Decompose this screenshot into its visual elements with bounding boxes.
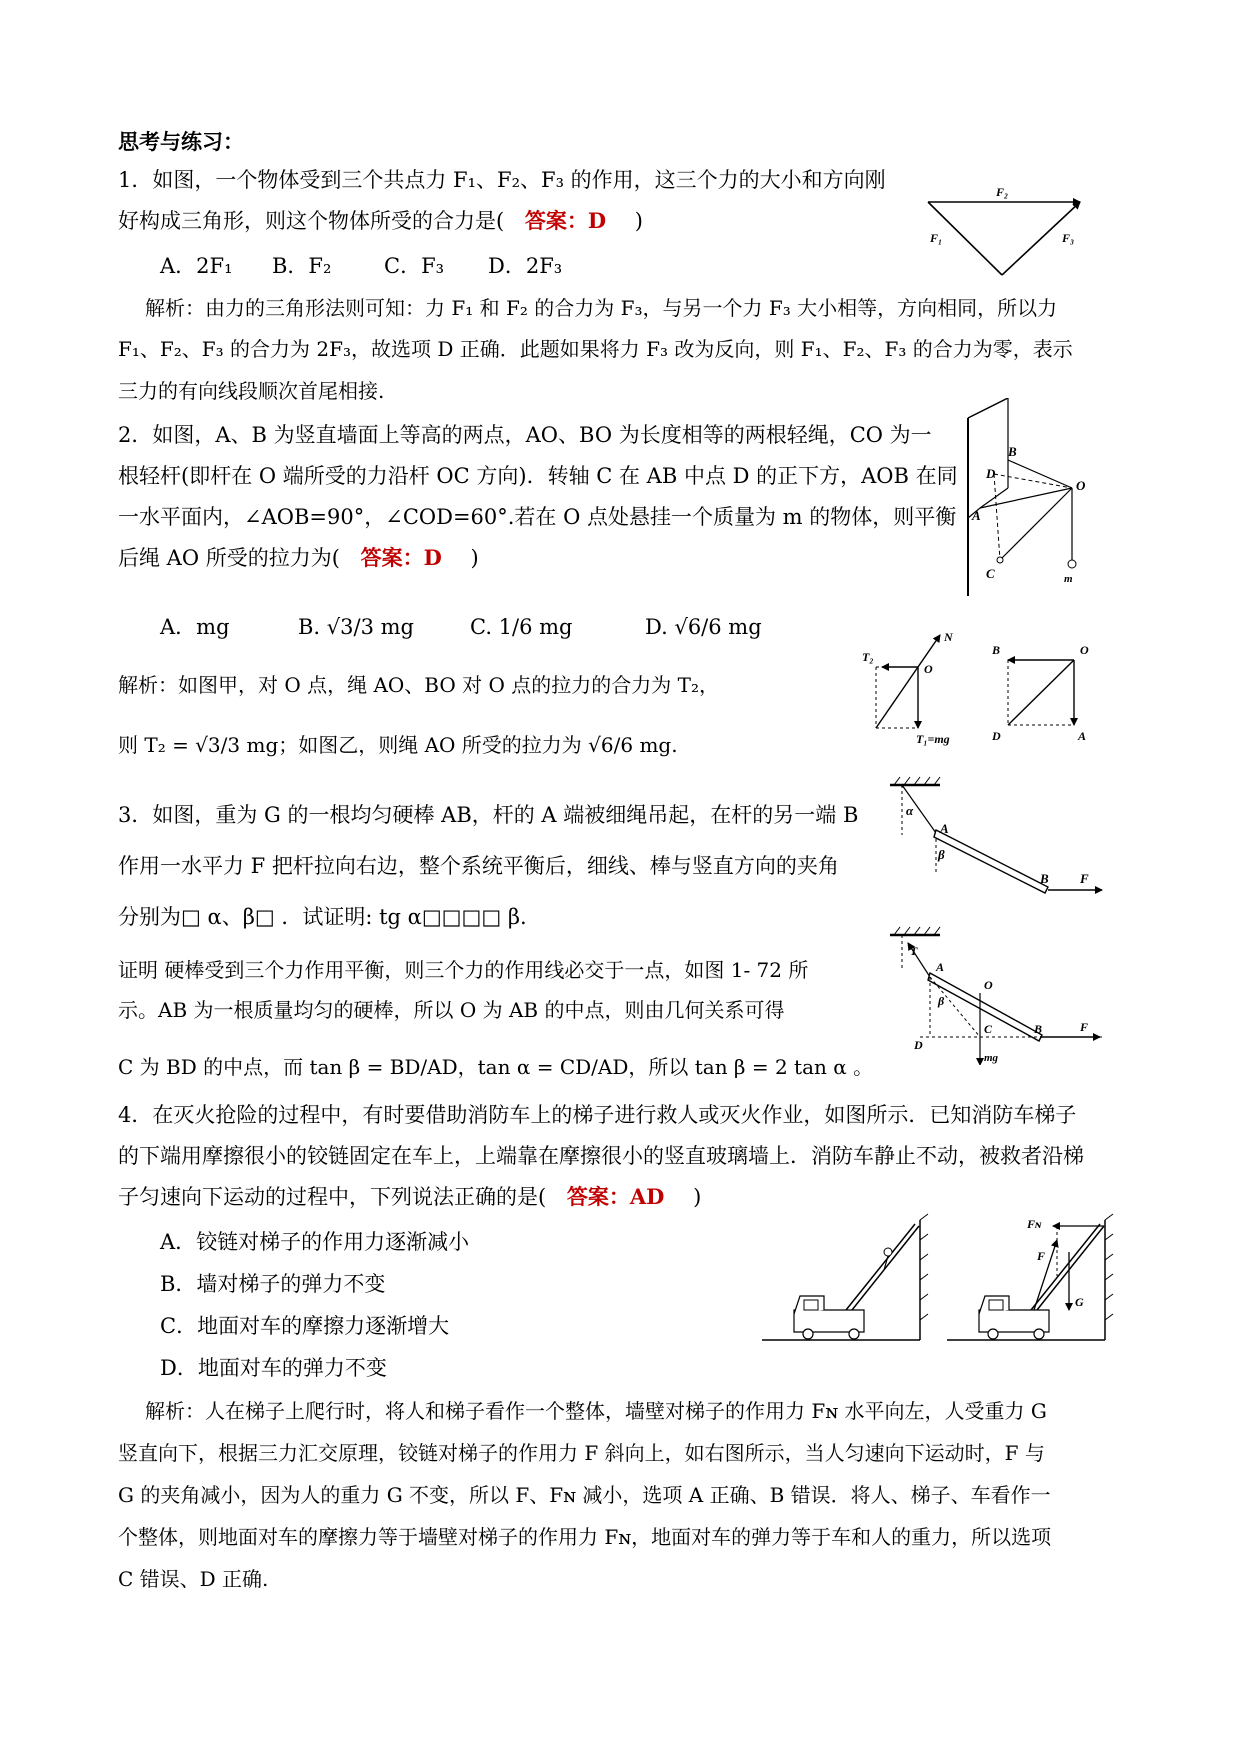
label-a-yi: A xyxy=(1078,729,1087,740)
q2-option-b: B. √3/3 mg xyxy=(298,615,414,639)
q1-analysis-3: 三力的有向线段顺次首尾相接. xyxy=(118,379,385,403)
q4-option-d: D．地面对车的弹力不变 xyxy=(160,1356,387,1380)
q4-analysis-2: 竖直向下，根据三力汇交原理，铰链对梯子的作用力 F 斜向上，如右图所示，当人匀速向下运动时，F 与 xyxy=(118,1441,1045,1465)
q1-line1: 1．如图，一个物体受到三个共点力 F₁、F₂、F₃ 的作用，这三个力的大小和方向刚 xyxy=(118,168,886,192)
label-c: C xyxy=(986,566,995,581)
q4-close: ) xyxy=(693,1185,702,1209)
q2-answer: 答案：D xyxy=(360,545,442,570)
f2-label: F₂ xyxy=(996,185,1009,199)
q3-rod-figure xyxy=(880,775,1120,905)
label-t: T xyxy=(910,944,918,958)
label-d-yi: D xyxy=(992,729,1001,740)
q2-line4 xyxy=(118,543,479,573)
q1-force-triangle-figure xyxy=(920,180,1090,280)
q4-analysis-5: C 错误、D 正确. xyxy=(118,1567,269,1591)
label-t1: T₁=mg xyxy=(916,732,950,746)
label-c2: C xyxy=(984,1022,993,1036)
q2-close: ) xyxy=(470,546,479,570)
q1-line2 xyxy=(118,206,643,236)
label-g: G xyxy=(1075,1295,1084,1309)
q3-proof-figure xyxy=(880,925,1120,1065)
label-o-yi: O xyxy=(1080,643,1089,657)
q2-analysis-1: 解析：如图甲，对 O 点，绳 AO、BO 对 O 点的拉力的合力为 T₂， xyxy=(118,673,719,697)
q3-line1: 3．如图，重为 G 的一根均匀硬棒 AB，杆的 A 端被细绳吊起，在杆的另一端 B xyxy=(118,803,859,827)
q1-option-a: A．2F₁ xyxy=(160,254,233,278)
label-beta: β xyxy=(938,847,945,862)
q2-wall-rope-figure xyxy=(960,398,1090,598)
q4-analysis-1: 解析：人在梯子上爬行时，将人和梯子看作一个整体，墙壁对梯子的作用力 Fɴ 水平向左，人受重力 G xyxy=(145,1399,1047,1423)
q1-analysis-2: F₁、F₂、F₃ 的合力为 2F₃，故选项 D 正确．此题如果将力 F₃ 改为反向，则 F₁、F₂、F₃ 的合力为零，表示 xyxy=(118,337,1073,361)
label-o-jia: O xyxy=(924,662,933,676)
q2-line2: 根轻杆(即杆在 O 端所受的力沿杆 OC 方向)．转轴 C 在 AB 中点 D 的正下方，AOB 在同 xyxy=(118,464,958,488)
q2-figure-yi xyxy=(988,640,1098,740)
label-n: N xyxy=(944,630,953,644)
q4-line1: 4．在灭火抢险的过程中，有时要借助消防车上的梯子进行救人或灭火作业，如图所示．已知消防车梯子 xyxy=(118,1103,1077,1127)
q2-stem: 后绳 AO 所受的拉力为( xyxy=(118,546,340,570)
q1-option-c: C．F₃ xyxy=(384,254,445,278)
q2-figure-jia xyxy=(840,625,960,750)
q1-close: ) xyxy=(634,209,643,233)
q4-force-analysis-figure xyxy=(945,1210,1115,1350)
label-alpha: α xyxy=(906,803,914,818)
label-fn: Fɴ xyxy=(1027,1217,1042,1231)
q4-option-c: C．地面对车的摩擦力逐渐增大 xyxy=(160,1314,450,1338)
q2-option-c: C. 1/6 mg xyxy=(470,615,573,639)
q1-stem: 好构成三角形，则这个物体所受的合力是( xyxy=(118,209,505,233)
q3-line2: 作用一水平力 F 把杆拉向右边，整个系统平衡后，细线、棒与竖直方向的夹角 xyxy=(118,854,839,878)
q3-proof-3: C 为 BD 的中点，而 tan β = BD/AD，tan α = CD/AD，所以 tan β = 2 tan α 。 xyxy=(118,1055,874,1079)
label-a2: A xyxy=(936,960,945,974)
q1-analysis-1: 解析：由力的三角形法则可知：力 F₁ 和 F₂ 的合力为 F₃，与另一个力 F₃ 大小相等，方向相同，所以力 xyxy=(145,296,1058,320)
q4-option-b: B．墙对梯子的弹力不变 xyxy=(160,1272,386,1296)
label-a: A xyxy=(940,821,949,836)
q4-answer: 答案：AD xyxy=(566,1184,665,1209)
q4-stem: 子匀速向下运动的过程中，下列说法正确的是( xyxy=(118,1185,547,1209)
q4-line2: 的下端用摩擦很小的铰链固定在车上，上端靠在摩擦很小的竖直玻璃墙上．消防车静止不动，被救者沿梯 xyxy=(118,1144,1084,1168)
label-f4: F xyxy=(1037,1249,1046,1263)
label-f2: F xyxy=(1080,1020,1089,1034)
q1-option-d: D．2F₃ xyxy=(488,254,563,278)
label-b2: B xyxy=(1034,1022,1043,1036)
label-o2: O xyxy=(984,978,993,992)
q2-option-d: D. √6/6 mg xyxy=(645,615,762,639)
q4-analysis-4: 个整体，则地面对车的摩擦力等于墙壁对梯子的作用力 Fɴ，地面对车的弹力等于车和人的重力，所以选项 xyxy=(118,1525,1052,1549)
label-t2: T₂ xyxy=(862,650,874,664)
label-mg: mg xyxy=(984,1052,999,1064)
label-b: B xyxy=(1040,871,1049,886)
q3-proof-2: 示。AB 为一根质量均匀的硬棒，所以 O 为 AB 的中点，则由几何关系可得 xyxy=(118,998,785,1022)
label-d2: D xyxy=(914,1038,923,1052)
label-m: m xyxy=(1064,573,1073,585)
q4-fire-truck-figure xyxy=(760,1210,930,1350)
q4-analysis-3: G 的夹角减小，因为人的重力 G 不变，所以 F、Fɴ 减小，选项 A 正确、B 错误．将人、梯子、车看作一 xyxy=(118,1483,1051,1507)
label-o: O xyxy=(1076,478,1086,493)
q3-line3: 分别为□ α、β□ ．试证明: tg α□□□□ β. xyxy=(118,905,527,929)
q4-option-a: A．铰链对梯子的作用力逐渐减小 xyxy=(160,1230,470,1254)
f1-label: F₁ xyxy=(930,231,943,245)
q4-line3 xyxy=(118,1182,701,1212)
q2-line3: 一水平面内，∠AOB=90°，∠COD=60°.若在 O 点处悬挂一个质量为 m 的物体，则平衡 xyxy=(118,505,957,529)
q3-proof-1: 证明 硬棒受到三个力作用平衡，则三个力的作用线必交于一点，如图 1- 72 所 xyxy=(118,958,809,982)
label-b-yi: B xyxy=(992,643,1001,657)
q1-answer: 答案：D xyxy=(524,208,607,233)
label-d: D xyxy=(986,466,996,481)
q2-analysis-2: 则 T₂ = √3/3 mg；如图乙，则绳 AO 所受的拉力为 √6/6 mg. xyxy=(118,733,678,757)
q2-line1: 2．如图，A、B 为竖直墙面上等高的两点，AO、BO 为长度相等的两根轻绳，CO 为一 xyxy=(118,423,932,447)
q2-option-a: A．mg xyxy=(160,615,230,639)
label-f: F xyxy=(1080,871,1089,886)
section-title: 思考与练习： xyxy=(118,129,244,154)
label-beta2: β xyxy=(938,994,945,1008)
label-b: B xyxy=(1008,444,1017,459)
q1-option-b: B．F₂ xyxy=(272,254,332,278)
f3-label: F₃ xyxy=(1062,231,1075,245)
label-a: A xyxy=(972,508,981,523)
